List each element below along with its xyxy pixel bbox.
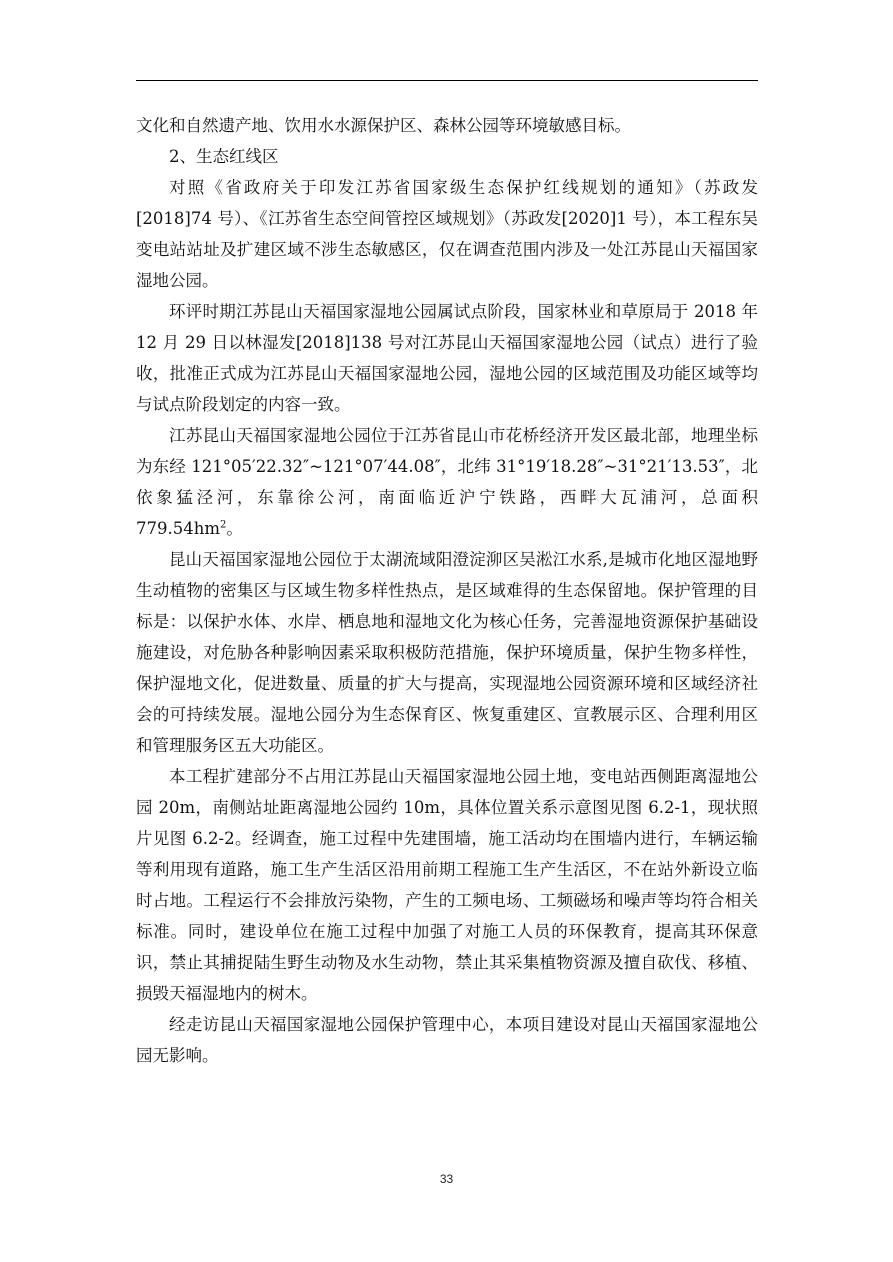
header-rule [136, 80, 758, 81]
document-body [136, 110, 758, 1071]
section-heading-ecological-redline: 2、生态红线区 [169, 147, 279, 166]
paragraph-continuation: 文化和自然遗产地、饮用水水源保护区、森林公园等环境敏感目标。 [136, 116, 631, 135]
park-location-text: 江苏昆山天福国家湿地公园位于江苏省昆山市花桥经济开发区最北部，地理坐标为东经 121°05′22.32″~121°07′44.08″，北纬 31°19′18.28″~31°21′13.53″，北依象猛泾河，东靠徐公河，南面临近沪宁铁路，西畔大瓦浦河，总面积 779.54hm [136, 426, 758, 538]
area-unit-superscript: 2 [220, 519, 227, 531]
park-location-end: 。 [226, 519, 243, 538]
paragraph-project-impact: 本工程扩建部分不占用江苏昆山天福国家湿地公园土地，变电站西侧距离湿地公园 20m，南侧站址距离湿地公园约 10m，具体位置关系示意图见图 6.2-1，现状照片见图 6.2-2。经调查，施工过程中先建围墙，施工活动均在围墙内进行，车辆运输等利用现有道路，施工生产生活区沿用前期工程施工生产生活区，不在站外新设立临时占地。工程运行不会排放污染物，产生的工频电场、工频磁场和噪声等均符合相关标准。同时，建设单位在施工过程中加强了对施工人员的环保教育，提高其环保意识，禁止其捕捉陆生野生动物及水生动物，禁止其采集植物资源及擅自砍伐、移植、损毁天福湿地内的树木。 [136, 767, 758, 1003]
paragraph-regulation-reference: 对照《省政府关于印发江苏省国家级生态保护红线规划的通知》（苏政发[2018]74 号）、《江苏省生态空间管控区域规划》（苏政发[2020]1 号），本工程东吴变电站站址及扩建区域不涉生态敏感区，仅在调查范围内涉及一处江苏昆山天福国家湿地公园。 [136, 178, 758, 290]
paragraph-pilot-acceptance: 环评时期江苏昆山天福国家湿地公园属试点阶段，国家林业和草原局于 2018 年 12 月 29 日以林湿发[2018]138 号对江苏昆山天福国家湿地公园（试点）进行了验收，批准正式成为江苏昆山天福国家湿地公园，湿地公园的区域范围及功能区域等均与试点阶段划定的内容一致。 [136, 302, 758, 414]
paragraph-protection-goals: 昆山天福国家湿地公园位于太湖流域阳澄淀泖区吴淞江水系,是城市化地区湿地野生动植物的密集区与区域生物多样性热点，是区域难得的生态保留地。保护管理的目标是：以保护水体、水岸、栖息地和湿地文化为核心任务，完善湿地资源保护基础设施建设，对危胁各种影响因素采取积极防范措施，保护环境质量，保护生物多样性，保护湿地文化，促进数量、质量的扩大与提高，实现湿地公园资源环境和区域经济社会的可持续发展。湿地公园分为生态保育区、恢复重建区、宣教展示区、合理利用区和管理服务区五大功能区。 [136, 550, 758, 755]
page-number: 33 [439, 1172, 454, 1186]
paragraph-conclusion: 经走访昆山天福国家湿地公园保护管理中心，本项目建设对昆山天福国家湿地公园无影响。 [136, 1015, 758, 1065]
paragraph-park-location [136, 420, 758, 544]
